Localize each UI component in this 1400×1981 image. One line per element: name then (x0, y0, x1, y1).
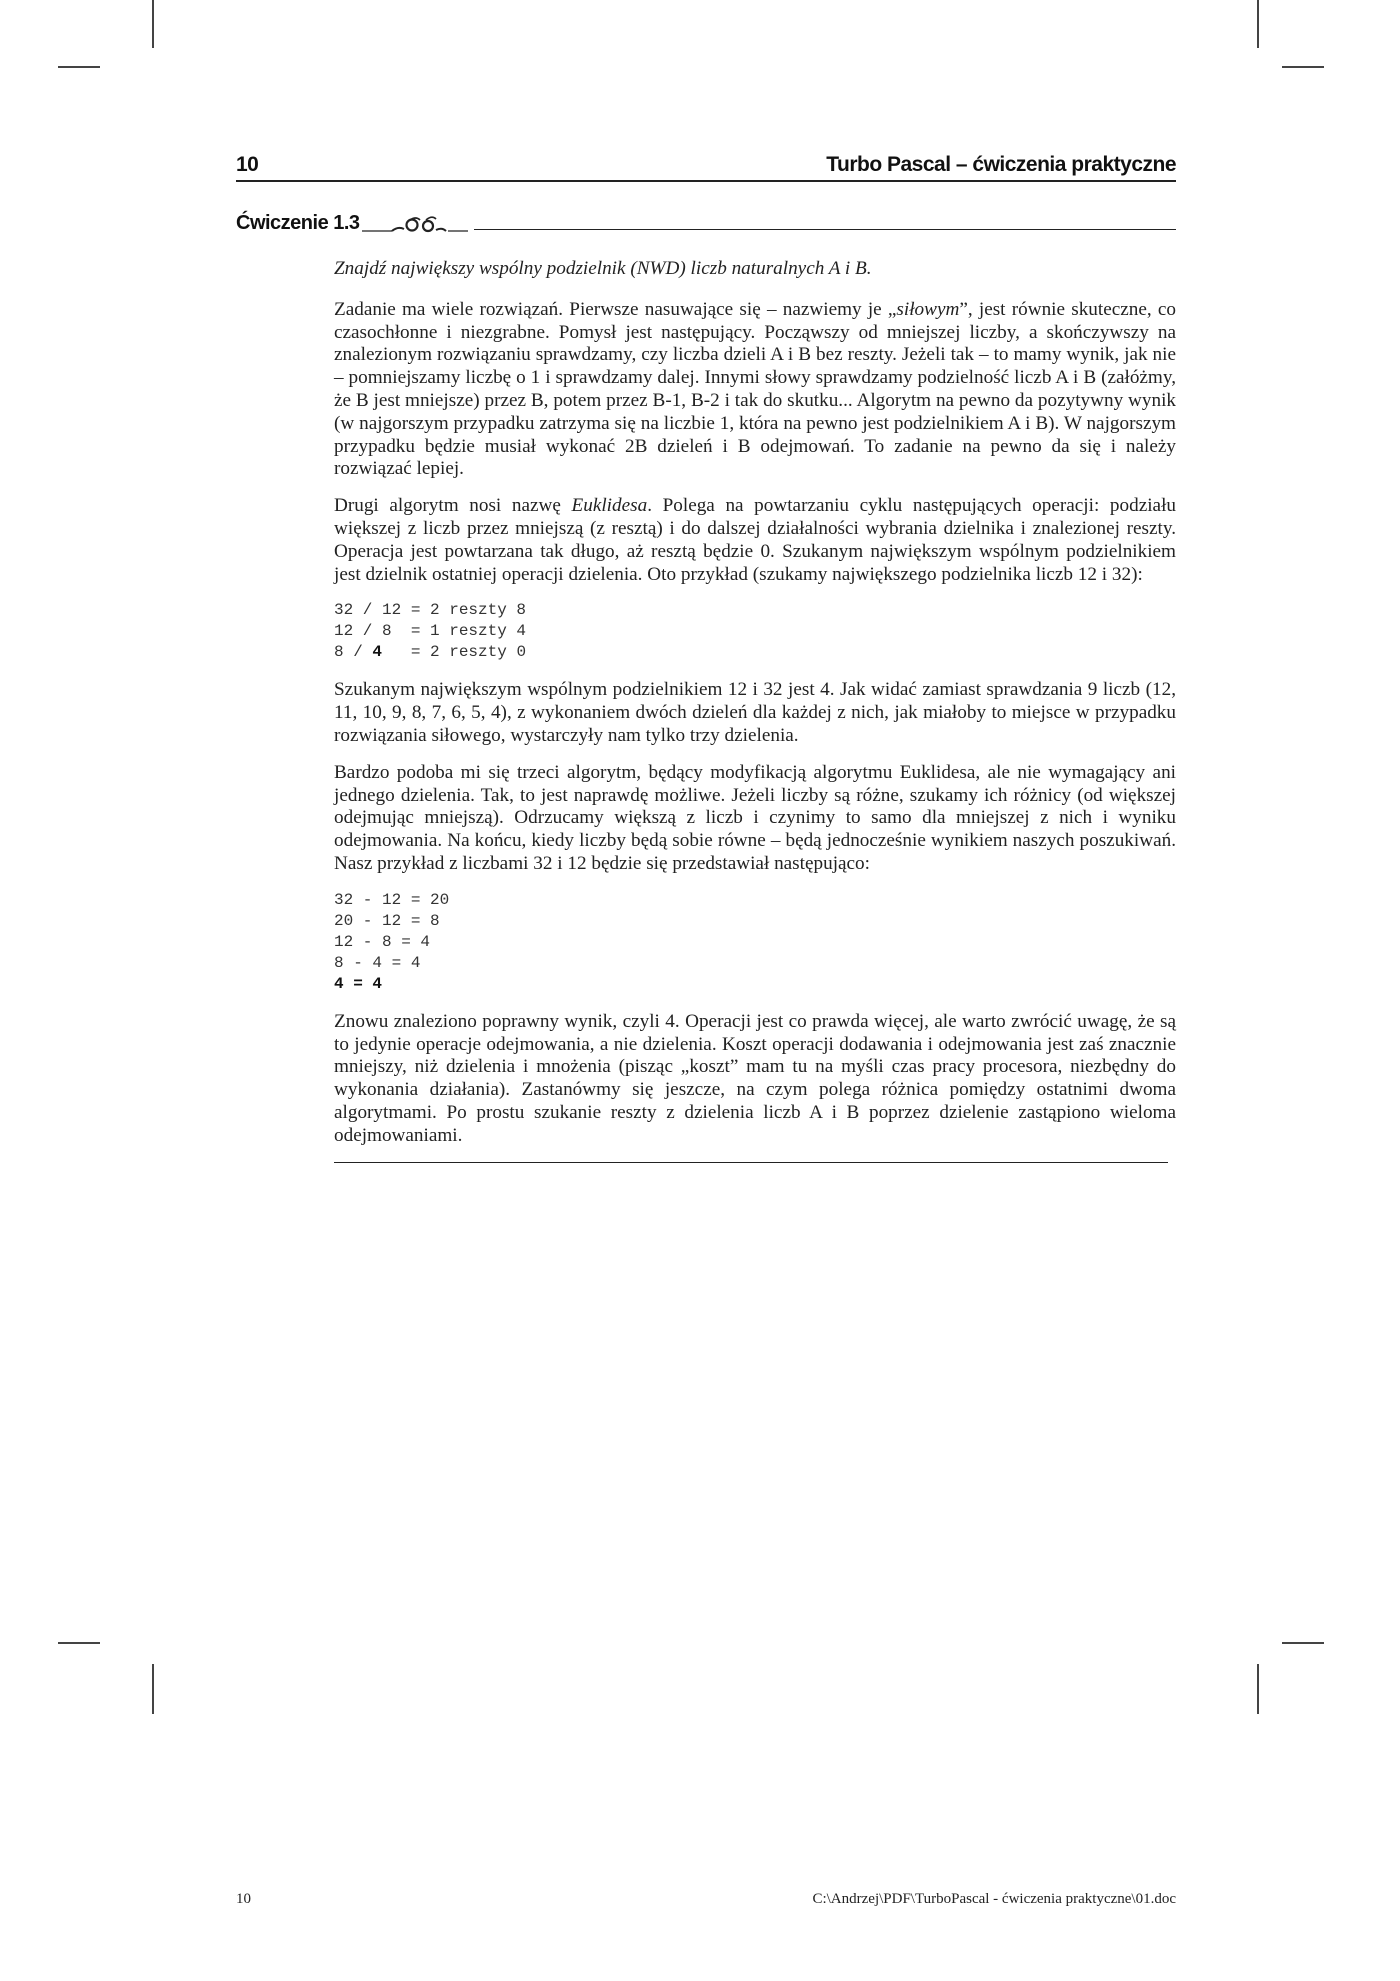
code-line: 32 / 12 = 2 reszty 8 (334, 601, 527, 620)
crop-mark-top-left-horizontal (58, 66, 100, 68)
paragraph-conclusion: Znowu znaleziono poprawny wynik, czyli 4. Operacji jest co prawda więcej, ale warto zwrócić uwagę, że są to jedynie operacje odejmowania, a nie dzielenia. Koszt operacji dodawania i odejmowania jest zaś znacznie mniejszy, niż dzielenia i mnożenia (pisząc „koszt” mam tu na myśli czas pracy procesora, niezbędny do wykonania działania). Zastanówmy się jeszcze, na czym polega różnica pomiędzy ostatnimi dwoma algorytmami. Po prostu szukanie reszty z dzielenia liczb A i B poprzez dzielenie zastąpiono wieloma odejmowaniami. (334, 1010, 1176, 1146)
code-line: 8 - 4 = 4 (334, 953, 421, 972)
footer-page-number: 10 (236, 1891, 251, 1907)
paragraph-text: ”, jest równie skuteczne, co czasochłonne i niezgrabne. Pomysł jest następujący. Począwszy od mniejszej liczby, a skończywszy na znalezionym rozwiązaniu sprawdzamy, czy liczba dzieli A i B bez reszty. Jeżeli tak – to mamy wynik, jak nie – pomniejszamy liczbę o 1 i sprawdzamy dalej. Innymi słowy sprawdzamy podzielność liczb A i B (załóżmy, że B jest mniejsze) przez B, potem przez B-1, B-2 i tak do skutku... Algorytm na pewno da pozytywny wynik (w najgorszym przypadku zatrzyma się na liczbie 1, która na pewno jest podzielnikiem A i B). W najgorszym przypadku będzie musiał wykonać 2B dzieleń i B odejmowań. To zadanie na pewno da się i należy rozwiązać lepiej. (334, 298, 1176, 480)
exercise-heading-rule (474, 229, 1176, 230)
code-block-division (334, 600, 1176, 663)
ornament-icon (358, 214, 468, 241)
emphasis-text: Euklidesa (571, 495, 648, 517)
crop-mark-bottom-left-horizontal (58, 1642, 100, 1644)
code-block-subtraction (334, 890, 1176, 995)
header-book-title: Turbo Pascal – ćwiczenia praktyczne (826, 153, 1176, 176)
code-line: 12 - 8 = 4 (334, 932, 431, 951)
crop-mark-top-right-vertical (1257, 0, 1259, 48)
exercise-end-rule (334, 1162, 1168, 1163)
code-line: 8 / (334, 643, 373, 662)
running-header (236, 150, 1176, 182)
code-bold: 4 = 4 (334, 974, 383, 993)
main-content (334, 258, 1176, 1163)
exercise-title: Ćwiczenie 1.3 (236, 212, 360, 234)
crop-mark-bottom-right-horizontal (1282, 1642, 1324, 1644)
exercise-heading (236, 212, 1176, 238)
crop-mark-top-left-vertical (152, 0, 154, 48)
exercise-task: Znajdź największy wspólny podzielnik (NWD) liczb naturalnych A i B. (334, 258, 872, 279)
paragraph-text: Drugi algorytm nosi nazwę (334, 495, 572, 517)
paragraph-subtraction: Bardzo podoba mi się trzeci algorytm, będący modyfikacją algorytmu Euklidesa, ale nie wymagający ani jednego dzielenia. Tak, to jest naprawdę możliwe. Jeżeli liczby są różne, szukamy ich różnicy (od większej odejmując mniejszą). Odrzucamy większą z liczb i czynimy to samo dla mniejszej z nich i wyniku odejmowania. Na końcu, kiedy liczby będą sobie równe – będą jednocześnie wynikiem naszych poszukiwań. Nasz przykład z liczbami 32 i 12 będzie się przedstawiał następująco: (334, 761, 1176, 874)
code-line: 32 - 12 = 20 (334, 890, 450, 909)
crop-mark-top-right-horizontal (1282, 66, 1324, 68)
crop-mark-bottom-right-vertical (1257, 1664, 1259, 1714)
footer-file-path: C:\Andrzej\PDF\TurboPascal - ćwiczenia praktyczne\01.doc (812, 1891, 1176, 1907)
crop-mark-bottom-left-vertical (152, 1664, 154, 1714)
emphasis-text: siłowym (896, 298, 960, 320)
paragraph-text: Zadanie ma wiele rozwiązań. Pierwsze nasuwające się – nazwiemy je „ (334, 298, 897, 320)
paragraph-brute-force (334, 299, 1176, 481)
paragraph-text: . Polega na powtarzaniu cyklu następujących operacji: podziału większej z liczb przez mniejszą (z resztą) i do dalszej działalności wybrania dzielnika i znalezionej reszty. Operacja jest powtarzana tak długo, aż resztą będzie 0. Szukanym największym wspólnym podzielnikiem jest dzielnik ostatniej operacji dzielenia. Oto przykład (szukamy największego podzielnika liczb 12 i 32): (334, 495, 1176, 585)
paragraph-euclid (334, 495, 1176, 586)
code-line: 20 - 12 = 8 (334, 911, 440, 930)
code-line: 12 / 8 = 1 reszty 4 (334, 622, 527, 641)
header-page-number: 10 (236, 153, 259, 176)
code-line: = 2 reszty 0 (382, 643, 527, 662)
code-bold: 4 (372, 643, 383, 662)
paragraph-result: Szukanym największym wspólnym podzielnikiem 12 i 32 jest 4. Jak widać zamiast sprawdzania 9 liczb (12, 11, 10, 9, 8, 7, 6, 5, 4), z wykonaniem dwóch dzieleń dla każdej z nich, jak miałoby to miejsce w przypadku rozwiązania siłowego, wystarczyły nam tylko trzy dzielenia. (334, 679, 1176, 746)
